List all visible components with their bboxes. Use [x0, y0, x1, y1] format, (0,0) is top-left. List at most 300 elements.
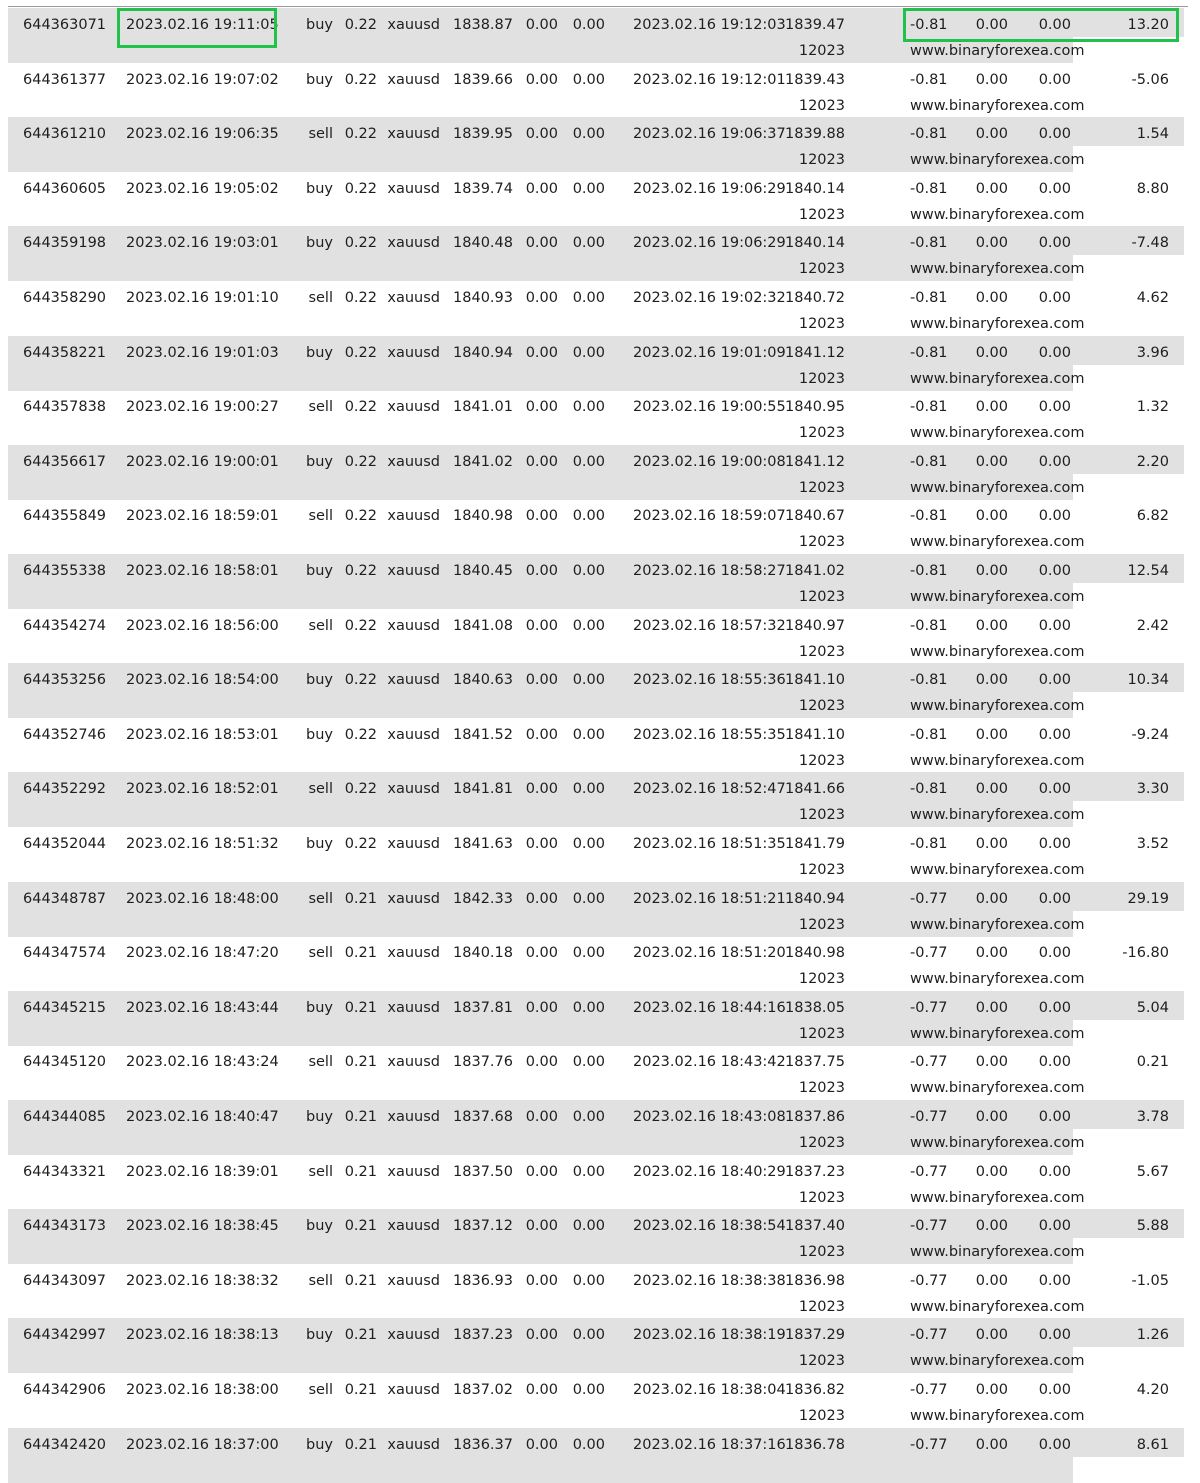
open-time-cell: 2023.02.16 19:06:35	[126, 126, 279, 143]
profit-cell: 1.26	[1136, 1327, 1169, 1344]
magic-cell: 12023	[798, 479, 845, 496]
size-cell: 0.22	[344, 290, 377, 306]
tp-cell: 0.00	[572, 399, 605, 416]
commission-cell: -0.77	[910, 1109, 948, 1125]
size-cell: 0.22	[344, 235, 377, 252]
ticket-cell: 644361210	[23, 126, 107, 143]
ticket-cell: 644344085	[23, 1109, 107, 1125]
open-price-cell: 1837.68	[453, 1109, 513, 1125]
swap-cell: 0.00	[1038, 726, 1071, 743]
close-price-cell: 1838.05	[785, 999, 845, 1016]
magic-cell: 12023	[798, 807, 845, 824]
close-price-cell: 1839.47	[785, 17, 845, 33]
symbol-cell: xauusd	[387, 945, 440, 962]
swap-cell: 0.00	[1038, 180, 1071, 197]
table-row	[8, 609, 1184, 664]
ticket-cell: 644343097	[23, 1272, 107, 1289]
symbol-cell: xauusd	[387, 563, 440, 579]
open-price-cell: 1840.18	[453, 945, 513, 962]
type-cell: sell	[308, 399, 333, 416]
table-row	[8, 1045, 1184, 1100]
open-time-cell: 2023.02.16 18:58:01	[126, 563, 279, 579]
swap-cell: 0.00	[1038, 290, 1071, 306]
magic-cell: 12023	[798, 261, 845, 278]
open-time-cell: 2023.02.16 18:43:24	[126, 1054, 279, 1071]
swap-cell: 0.00	[1038, 1382, 1071, 1398]
comment-cell: www.binaryforexea.com	[910, 370, 1085, 387]
taxes-cell: 0.00	[975, 17, 1008, 33]
swap-cell: 0.00	[1038, 126, 1071, 143]
table-row	[8, 281, 1184, 336]
sl-cell: 0.00	[525, 836, 558, 852]
close-price-cell: 1837.23	[785, 1163, 845, 1180]
tp-cell: 0.00	[572, 180, 605, 197]
symbol-cell: xauusd	[387, 71, 440, 88]
profit-cell: 3.30	[1136, 781, 1169, 798]
table-row	[8, 1100, 1184, 1155]
profit-cell: -1.05	[1131, 1272, 1169, 1289]
magic-cell: 12023	[798, 1080, 845, 1097]
type-cell: buy	[306, 235, 333, 252]
size-cell: 0.21	[344, 1109, 377, 1125]
open-price-cell: 1840.63	[453, 672, 513, 689]
taxes-cell: 0.00	[975, 71, 1008, 88]
commission-cell: -0.77	[910, 1436, 948, 1453]
close-time-cell: 2023.02.16 18:58:27	[633, 563, 786, 579]
taxes-cell: 0.00	[975, 290, 1008, 306]
profit-cell: 3.78	[1136, 1109, 1169, 1125]
magic-cell: 12023	[798, 862, 845, 878]
sl-cell: 0.00	[525, 71, 558, 88]
type-cell: buy	[306, 1327, 333, 1344]
profit-cell: 2.42	[1136, 617, 1169, 634]
swap-cell: 0.00	[1038, 890, 1071, 907]
open-time-cell: 2023.02.16 18:54:00	[126, 672, 279, 689]
swap-cell: 0.00	[1038, 1109, 1071, 1125]
profit-cell: 13.20	[1127, 17, 1169, 33]
sl-cell: 0.00	[525, 781, 558, 798]
type-cell: sell	[308, 945, 333, 962]
sl-cell: 0.00	[525, 17, 558, 33]
sl-cell: 0.00	[525, 945, 558, 962]
table-row	[8, 1428, 1184, 1483]
open-time-cell: 2023.02.16 18:59:01	[126, 508, 279, 525]
table-row	[8, 172, 1184, 227]
sl-cell: 0.00	[525, 399, 558, 416]
taxes-cell: 0.00	[975, 126, 1008, 143]
tp-cell: 0.00	[572, 1163, 605, 1180]
taxes-cell: 0.00	[975, 453, 1008, 470]
sl-cell: 0.00	[525, 235, 558, 252]
tp-cell: 0.00	[572, 617, 605, 634]
tp-cell: 0.00	[572, 1272, 605, 1289]
comment-cell: www.binaryforexea.com	[910, 534, 1085, 551]
type-cell: buy	[306, 1436, 333, 1453]
swap-cell: 0.00	[1038, 836, 1071, 852]
symbol-cell: xauusd	[387, 235, 440, 252]
close-price-cell: 1840.97	[785, 617, 845, 634]
symbol-cell: xauusd	[387, 1382, 440, 1398]
close-time-cell: 2023.02.16 18:51:21	[633, 890, 786, 907]
size-cell: 0.22	[344, 71, 377, 88]
magic-cell: 12023	[798, 1189, 845, 1206]
swap-cell: 0.00	[1038, 344, 1071, 361]
comment-cell: www.binaryforexea.com	[910, 1135, 1085, 1151]
type-cell: sell	[308, 508, 333, 525]
type-cell: sell	[308, 890, 333, 907]
close-time-cell: 2023.02.16 18:38:04	[633, 1382, 786, 1398]
sl-cell: 0.00	[525, 1272, 558, 1289]
close-time-cell: 2023.02.16 18:37:16	[633, 1436, 786, 1453]
type-cell: buy	[306, 999, 333, 1016]
taxes-cell: 0.00	[975, 399, 1008, 416]
comment-cell: www.binaryforexea.com	[910, 1408, 1085, 1424]
sl-cell: 0.00	[525, 999, 558, 1016]
ticket-cell: 644345215	[23, 999, 107, 1016]
open-time-cell: 2023.02.16 18:37:00	[126, 1436, 279, 1453]
sl-cell: 0.00	[525, 1436, 558, 1453]
table-row	[8, 499, 1184, 554]
open-time-cell: 2023.02.16 19:01:10	[126, 290, 279, 306]
tp-cell: 0.00	[572, 1436, 605, 1453]
symbol-cell: xauusd	[387, 180, 440, 197]
open-time-cell: 2023.02.16 18:38:45	[126, 1218, 279, 1235]
close-price-cell: 1837.40	[785, 1218, 845, 1235]
table-row	[8, 936, 1184, 991]
sl-cell: 0.00	[525, 290, 558, 306]
sl-cell: 0.00	[525, 453, 558, 470]
ticket-cell: 644363071	[23, 17, 107, 33]
tp-cell: 0.00	[572, 344, 605, 361]
open-price-cell: 1840.48	[453, 235, 513, 252]
close-price-cell: 1841.02	[785, 563, 845, 579]
magic-cell: 12023	[798, 97, 845, 114]
open-price-cell: 1841.81	[453, 781, 513, 798]
open-price-cell: 1838.87	[453, 17, 513, 33]
open-price-cell: 1841.52	[453, 726, 513, 743]
ticket-cell: 644357838	[23, 399, 107, 416]
taxes-cell: 0.00	[975, 235, 1008, 252]
commission-cell: -0.81	[910, 508, 948, 525]
close-price-cell: 1841.12	[785, 344, 845, 361]
size-cell: 0.21	[344, 999, 377, 1016]
close-price-cell: 1840.72	[785, 290, 845, 306]
profit-cell: 5.67	[1136, 1163, 1169, 1180]
tp-cell: 0.00	[572, 672, 605, 689]
taxes-cell: 0.00	[975, 890, 1008, 907]
open-price-cell: 1841.08	[453, 617, 513, 634]
symbol-cell: xauusd	[387, 126, 440, 143]
type-cell: buy	[306, 563, 333, 579]
open-time-cell: 2023.02.16 18:48:00	[126, 890, 279, 907]
tp-cell: 0.00	[572, 508, 605, 525]
table-row	[8, 1209, 1184, 1264]
taxes-cell: 0.00	[975, 945, 1008, 962]
taxes-cell: 0.00	[975, 1163, 1008, 1180]
close-time-cell: 2023.02.16 18:38:19	[633, 1327, 786, 1344]
symbol-cell: xauusd	[387, 1272, 440, 1289]
open-price-cell: 1841.63	[453, 836, 513, 852]
profit-cell: 3.96	[1136, 344, 1169, 361]
ticket-cell: 644352746	[23, 726, 107, 743]
tp-cell: 0.00	[572, 781, 605, 798]
profit-cell: 8.80	[1136, 180, 1169, 197]
tp-cell: 0.00	[572, 890, 605, 907]
size-cell: 0.21	[344, 1382, 377, 1398]
commission-cell: -0.81	[910, 617, 948, 634]
commission-cell: -0.81	[910, 781, 948, 798]
comment-cell: www.binaryforexea.com	[910, 698, 1085, 715]
swap-cell: 0.00	[1038, 1272, 1071, 1289]
swap-cell: 0.00	[1038, 1054, 1071, 1071]
close-time-cell: 2023.02.16 18:55:35	[633, 726, 786, 743]
profit-cell: 10.34	[1127, 672, 1169, 689]
swap-cell: 0.00	[1038, 1218, 1071, 1235]
comment-cell: www.binaryforexea.com	[910, 862, 1085, 878]
type-cell: sell	[308, 1382, 333, 1398]
swap-cell: 0.00	[1038, 617, 1071, 634]
magic-cell: 12023	[798, 316, 845, 332]
open-price-cell: 1841.02	[453, 453, 513, 470]
ticket-cell: 644356617	[23, 453, 107, 470]
commission-cell: -0.81	[910, 235, 948, 252]
close-price-cell: 1836.78	[785, 1436, 845, 1453]
tp-cell: 0.00	[572, 563, 605, 579]
sl-cell: 0.00	[525, 1054, 558, 1071]
tp-cell: 0.00	[572, 1054, 605, 1071]
tp-cell: 0.00	[572, 726, 605, 743]
ticket-cell: 644361377	[23, 71, 107, 88]
open-price-cell: 1837.02	[453, 1382, 513, 1398]
type-cell: sell	[308, 617, 333, 634]
magic-cell: 12023	[798, 43, 845, 59]
open-time-cell: 2023.02.16 19:05:02	[126, 180, 279, 197]
type-cell: sell	[308, 1054, 333, 1071]
sl-cell: 0.00	[525, 1163, 558, 1180]
open-time-cell: 2023.02.16 18:38:00	[126, 1382, 279, 1398]
profit-cell: 3.52	[1136, 836, 1169, 852]
swap-cell: 0.00	[1038, 453, 1071, 470]
commission-cell: -0.77	[910, 890, 948, 907]
close-price-cell: 1841.66	[785, 781, 845, 798]
size-cell: 0.22	[344, 17, 377, 33]
profit-cell: 29.19	[1127, 890, 1169, 907]
open-price-cell: 1840.94	[453, 344, 513, 361]
magic-cell: 12023	[798, 370, 845, 387]
table-row	[8, 445, 1184, 500]
close-price-cell: 1837.75	[785, 1054, 845, 1071]
tp-cell: 0.00	[572, 290, 605, 306]
row-band	[8, 1457, 1073, 1483]
sl-cell: 0.00	[525, 344, 558, 361]
tp-cell: 0.00	[572, 1109, 605, 1125]
type-cell: sell	[308, 1272, 333, 1289]
taxes-cell: 0.00	[975, 1109, 1008, 1125]
symbol-cell: xauusd	[387, 1054, 440, 1071]
table-row	[8, 1155, 1184, 1210]
taxes-cell: 0.00	[975, 1436, 1008, 1453]
close-price-cell: 1836.98	[785, 1272, 845, 1289]
comment-cell: www.binaryforexea.com	[910, 643, 1085, 660]
close-time-cell: 2023.02.16 18:43:42	[633, 1054, 786, 1071]
comment-cell: www.binaryforexea.com	[910, 971, 1085, 988]
comment-cell: www.binaryforexea.com	[910, 752, 1085, 769]
taxes-cell: 0.00	[975, 999, 1008, 1016]
close-time-cell: 2023.02.16 18:44:16	[633, 999, 786, 1016]
taxes-cell: 0.00	[975, 344, 1008, 361]
close-price-cell: 1837.29	[785, 1327, 845, 1344]
symbol-cell: xauusd	[387, 999, 440, 1016]
open-price-cell: 1840.98	[453, 508, 513, 525]
tp-cell: 0.00	[572, 453, 605, 470]
close-price-cell: 1841.10	[785, 672, 845, 689]
close-time-cell: 2023.02.16 19:06:37	[633, 126, 786, 143]
sl-cell: 0.00	[525, 672, 558, 689]
table-row	[8, 991, 1184, 1046]
symbol-cell: xauusd	[387, 290, 440, 306]
magic-cell: 12023	[798, 698, 845, 715]
open-time-cell: 2023.02.16 18:40:47	[126, 1109, 279, 1125]
profit-cell: 0.21	[1136, 1054, 1169, 1071]
taxes-cell: 0.00	[975, 672, 1008, 689]
open-price-cell: 1839.74	[453, 180, 513, 197]
profit-cell: 5.04	[1136, 999, 1169, 1016]
open-time-cell: 2023.02.16 19:01:03	[126, 344, 279, 361]
ticket-cell: 644342906	[23, 1382, 107, 1398]
swap-cell: 0.00	[1038, 563, 1071, 579]
symbol-cell: xauusd	[387, 453, 440, 470]
magic-cell: 12023	[798, 1353, 845, 1370]
taxes-cell: 0.00	[975, 1272, 1008, 1289]
type-cell: sell	[308, 126, 333, 143]
taxes-cell: 0.00	[975, 563, 1008, 579]
comment-cell: www.binaryforexea.com	[910, 316, 1085, 332]
swap-cell: 0.00	[1038, 17, 1071, 33]
open-price-cell: 1836.37	[453, 1436, 513, 1453]
size-cell: 0.22	[344, 617, 377, 634]
sl-cell: 0.00	[525, 126, 558, 143]
tp-cell: 0.00	[572, 836, 605, 852]
open-time-cell: 2023.02.16 19:07:02	[126, 71, 279, 88]
close-time-cell: 2023.02.16 18:43:08	[633, 1109, 786, 1125]
sl-cell: 0.00	[525, 890, 558, 907]
comment-cell: www.binaryforexea.com	[910, 261, 1085, 278]
tp-cell: 0.00	[572, 945, 605, 962]
close-time-cell: 2023.02.16 18:51:35	[633, 836, 786, 852]
close-price-cell: 1839.88	[785, 126, 845, 143]
size-cell: 0.22	[344, 399, 377, 416]
size-cell: 0.22	[344, 508, 377, 525]
tp-cell: 0.00	[572, 1218, 605, 1235]
type-cell: buy	[306, 672, 333, 689]
comment-cell: www.binaryforexea.com	[910, 916, 1085, 933]
close-price-cell: 1837.86	[785, 1109, 845, 1125]
ticket-cell: 644358221	[23, 344, 107, 361]
magic-cell: 12023	[798, 425, 845, 442]
taxes-cell: 0.00	[975, 781, 1008, 798]
close-time-cell: 2023.02.16 18:38:38	[633, 1272, 786, 1289]
ticket-cell: 644347574	[23, 945, 107, 962]
comment-cell: www.binaryforexea.com	[910, 1025, 1085, 1042]
close-price-cell: 1841.12	[785, 453, 845, 470]
taxes-cell: 0.00	[975, 836, 1008, 852]
comment-cell: www.binaryforexea.com	[910, 425, 1085, 442]
table-row	[8, 336, 1184, 391]
sl-cell: 0.00	[525, 1327, 558, 1344]
close-time-cell: 2023.02.16 18:59:07	[633, 508, 786, 525]
tp-cell: 0.00	[572, 1327, 605, 1344]
tp-cell: 0.00	[572, 999, 605, 1016]
commission-cell: -0.81	[910, 399, 948, 416]
close-price-cell: 1841.10	[785, 726, 845, 743]
size-cell: 0.21	[344, 1436, 377, 1453]
comment-cell: www.binaryforexea.com	[910, 1353, 1085, 1370]
ticket-cell: 644355849	[23, 508, 107, 525]
open-price-cell: 1841.01	[453, 399, 513, 416]
sl-cell: 0.00	[525, 1382, 558, 1398]
type-cell: buy	[306, 1109, 333, 1125]
commission-cell: -0.77	[910, 1054, 948, 1071]
symbol-cell: xauusd	[387, 726, 440, 743]
swap-cell: 0.00	[1038, 999, 1071, 1016]
table-row	[8, 827, 1184, 882]
profit-cell: 1.54	[1136, 126, 1169, 143]
open-price-cell: 1840.45	[453, 563, 513, 579]
profit-cell: 12.54	[1127, 563, 1169, 579]
commission-cell: -0.81	[910, 672, 948, 689]
size-cell: 0.21	[344, 1054, 377, 1071]
size-cell: 0.21	[344, 945, 377, 962]
symbol-cell: xauusd	[387, 617, 440, 634]
table-row	[8, 554, 1184, 609]
close-price-cell: 1839.43	[785, 71, 845, 88]
comment-cell: www.binaryforexea.com	[910, 589, 1085, 605]
table-top-border	[8, 6, 1188, 7]
open-time-cell: 2023.02.16 18:52:01	[126, 781, 279, 798]
profit-cell: 1.32	[1136, 399, 1169, 416]
ticket-cell: 644343173	[23, 1218, 107, 1235]
table-row	[8, 1264, 1184, 1319]
open-price-cell: 1837.76	[453, 1054, 513, 1071]
taxes-cell: 0.00	[975, 508, 1008, 525]
symbol-cell: xauusd	[387, 1109, 440, 1125]
close-time-cell: 2023.02.16 19:01:09	[633, 344, 786, 361]
open-time-cell: 2023.02.16 18:39:01	[126, 1163, 279, 1180]
swap-cell: 0.00	[1038, 235, 1071, 252]
type-cell: sell	[308, 290, 333, 306]
symbol-cell: xauusd	[387, 1163, 440, 1180]
table-row	[8, 390, 1184, 445]
profit-cell: 8.61	[1136, 1436, 1169, 1453]
commission-cell: -0.77	[910, 1218, 948, 1235]
symbol-cell: xauusd	[387, 781, 440, 798]
swap-cell: 0.00	[1038, 399, 1071, 416]
table-row	[8, 718, 1184, 773]
open-price-cell: 1837.81	[453, 999, 513, 1016]
profit-cell: 2.20	[1136, 453, 1169, 470]
tp-cell: 0.00	[572, 235, 605, 252]
table-row	[8, 63, 1184, 118]
open-time-cell: 2023.02.16 18:53:01	[126, 726, 279, 743]
symbol-cell: xauusd	[387, 836, 440, 852]
close-time-cell: 2023.02.16 19:06:29	[633, 235, 786, 252]
magic-cell: 12023	[798, 1408, 845, 1424]
close-time-cell: 2023.02.16 19:12:01	[633, 71, 786, 88]
size-cell: 0.21	[344, 1163, 377, 1180]
close-time-cell: 2023.02.16 18:51:20	[633, 945, 786, 962]
comment-cell: www.binaryforexea.com	[910, 43, 1085, 59]
swap-cell: 0.00	[1038, 1163, 1071, 1180]
